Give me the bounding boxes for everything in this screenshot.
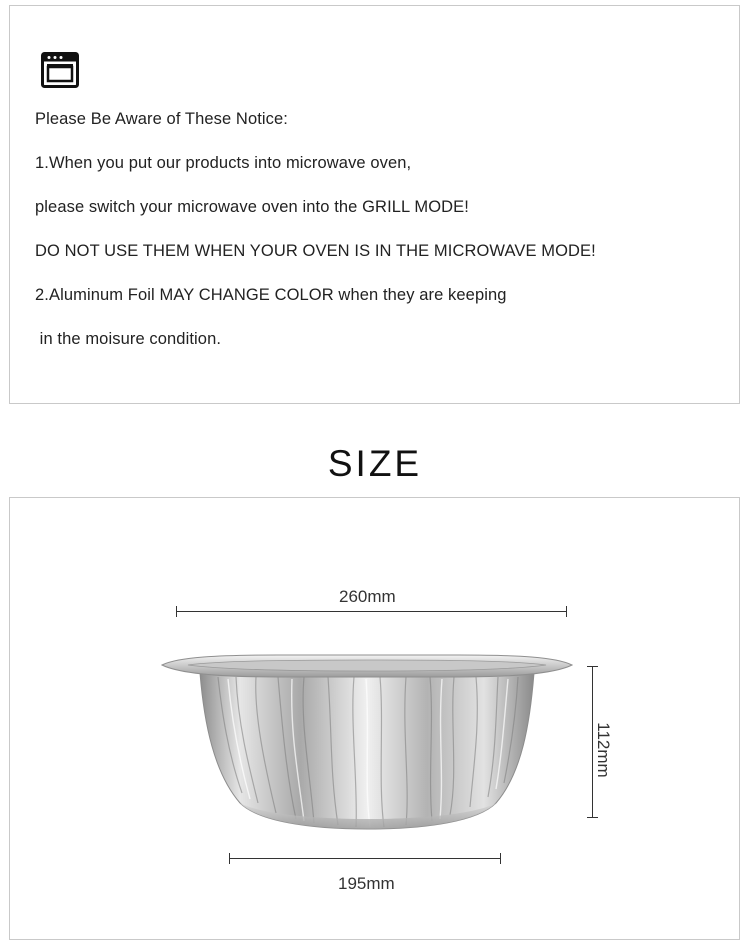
size-panel xyxy=(9,497,740,940)
height-tick-top xyxy=(587,666,598,667)
top-width-tick-left xyxy=(176,606,177,617)
bottom-width-label: 195mm xyxy=(338,874,395,893)
notice-heading: Please Be Aware of These Notice: xyxy=(35,110,288,128)
aluminum-foil-bowl xyxy=(158,653,576,833)
top-width-tick-right xyxy=(566,606,567,617)
bottom-width-line xyxy=(229,858,501,859)
height-tick-bottom xyxy=(587,817,598,818)
notice-line-2: please switch your microwave oven into the GRILL MODE! xyxy=(35,198,469,216)
notice-line-5: in the moisure condition. xyxy=(35,330,222,348)
oven-icon xyxy=(41,52,79,88)
size-title: SIZE xyxy=(327,443,423,484)
bottom-width-tick-left xyxy=(229,853,230,864)
notice-panel xyxy=(9,5,740,404)
height-label: 112mm xyxy=(594,722,613,778)
notice-line-4: 2.Aluminum Foil MAY CHANGE COLOR when they are keeping xyxy=(35,286,507,304)
notice-line-3: DO NOT USE THEM WHEN YOUR OVEN IS IN THE MICROWAVE MODE! xyxy=(35,242,596,260)
top-width-line xyxy=(176,611,567,612)
top-width-label: 260mm xyxy=(339,587,396,606)
notice-line-1: 1.When you put our products into microwave oven, xyxy=(35,154,412,172)
bottom-width-tick-right xyxy=(500,853,501,864)
